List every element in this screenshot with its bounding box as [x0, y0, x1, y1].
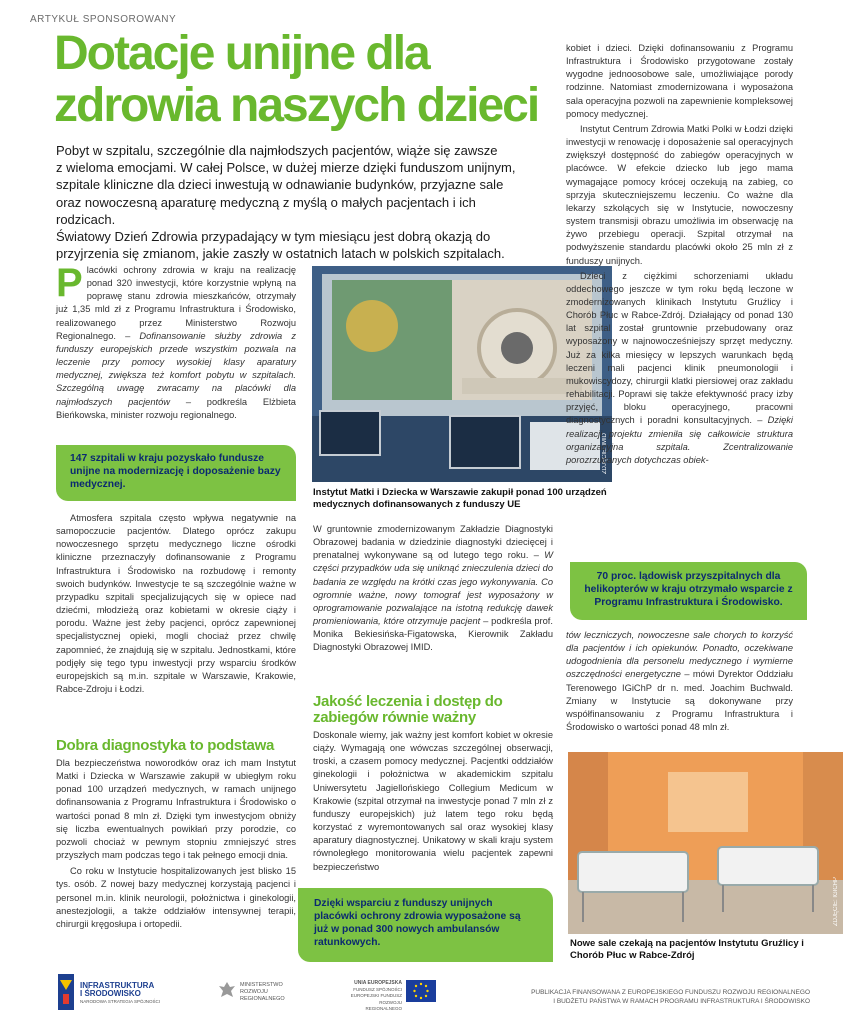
- column-1b: [56, 512, 296, 704]
- photo-credit: ZDJĘCIE: IGICHP: [833, 876, 839, 926]
- column-1: [56, 261, 296, 430]
- body-text: lacówki ochrony zdrowia w kraju na realizację ponad 320 inwestycji, które korzystnie wpłyną na poprawę stanu zdrowia mieszkańców, otrzymały już 1,35 mld zł z Programu Infrastruktura i Środowisko, realizowanego przez Ministerstwo Rozwoju Regionalnego. –: [56, 265, 296, 341]
- highlight-box-147: 147 szpitali w kraju pozyskało fundusze unijne na modernizację i doposażenie bazy medycznej.: [56, 445, 296, 501]
- highlight-box-ladowiska: 70 proc. lądowisk przyszpitalnych dla helikopterów w kraju otrzymało wsparcie z Programu Infrastruktura i Środowisko.: [570, 562, 807, 620]
- column-3: [566, 42, 793, 475]
- funding-note-line: PUBLIKACJA FINANSOWANA Z EUROPEJSKIEGO FUNDUSZU ROZWOJU REGIONALNEGO: [531, 989, 810, 996]
- logo-infrastruktura: [80, 982, 160, 1006]
- body-text: – mówi Dyrektor Oddziału Terenowego IGiChP dr n. med. Joachim Buchwald. Zmiany w Instytucie są dokonywane przy współfinansowaniu z Programu Infrastruktura i Środowisko o wartości ponad 48 mln zł.: [566, 669, 793, 733]
- logo-text: I ŚRODOWISKO: [80, 989, 141, 998]
- eu-flag-icon: [406, 980, 436, 1002]
- body-text: Dla bezpieczeństwa noworodków oraz ich mam Instytut Matki i Dziecka w Warszawie zakupił w ubiegłym roku ponad 100 urządzeń medycznych, w ramach unijnego dofinansowania z Programu Infrastruktura i Środowisko o wartości ponad 8 mln zł. Dzięki tym inwestycjom obniży się liczba ewentualnych powikłań przy porodzie, co pozwoli chociaż w pewnym stopniu zmniejszyć stres przyszłych mam podczas tego i tak pełnego emocji dnia.: [56, 758, 296, 861]
- kicker: ARTYKUŁ SPONSOROWANY: [30, 14, 177, 25]
- lead-line: Światowy Dzień Zdrowia przypadający w tym miesiącu jest dobrą okazją do: [56, 229, 491, 245]
- logo-ue-text: [342, 980, 402, 1013]
- quote-text: W części przypadków uda się uniknąć znieczulenia dzieci do badania ze względu na krótki czas jego wykonywania. Co ogromnie ważne, nowy tomograf jest wyposażony w oprogramowanie pozwalające na istotną redukcję dawek promieniowania, które otrzymuje pacjent: [313, 550, 553, 627]
- column-3b: [566, 629, 793, 742]
- title-line-1: Dotacje unijne dla: [54, 27, 429, 80]
- funding-note-line: I BUDŻETU PAŃSTWA W RAMACH PROGRAMU INFRASTRUKTURA I ŚRODOWISKO: [553, 998, 810, 1005]
- logo-ministerstwo: [240, 982, 285, 1003]
- article-title: [54, 28, 564, 132]
- logo-text: NARODOWA STRATEGIA SPÓJNOŚCI: [80, 999, 161, 1004]
- body-text: Atmosfera szpitala często wpływa negatywnie na samopoczucie pacjentów. Dlatego oprócz zakupu nowoczesnego sprzętu medycznego liczne ośrodki kliniczne przeznaczyły dofinansowanie z Programu Infrastruktura i Środowisko na rozbudowę i remonty swoich budynków. Inwestycje te są szczególnie ważne w przypadku szpitali specjalizujących się w opiece nad dziećmi, młodzieżą oraz kobietami w okresie ciąży i porodu. Ważne jest żeby pacjenci, oprócz zapewnionej specjalistycznej opieki, mogli chociaż przez chwilę zapomnieć, że znajdują się w szpitalu. Jednostkami, które podjęły się tego typu inwestycji przy wsparciu środków europejskich są m.in. szpitale w Warszawie, Krakowie, Rabce-Zdroju i Łodzi.: [56, 513, 296, 695]
- body-text: kobiet i dzieci. Dzięki dofinansowaniu z Programu Infrastruktura i Środowisko przygotowane zostały wygodne jednoosobowe sale, umożliwiające porody rodzinne. Natomiast zmodernizowana i wyposażona sala operacyjna pozwoli na zapewnienie kompleksowej pomocy medycznej.: [566, 43, 793, 119]
- highlight-box-ambulanse: Dzięki wsparciu z funduszy unijnych placówki ochrony zdrowia wyposażone są już w ponad 300 nowych ambulansów ratunkowych.: [298, 888, 553, 962]
- hospital-room-illustration: [568, 752, 843, 934]
- lead-line: Pobyt w szpitalu, szczególnie dla najmłodszych pacjentów, wiąże się zawsze: [56, 143, 498, 158]
- logo-text: ROZWOJU: [240, 989, 268, 995]
- body-text: Instytut Centrum Zdrowia Matki Polki w Łodzi dzięki inwestycji w renowację i doposażenie sal operacyjnych zwiększył dostępność do zabiegów operacyjnych w placówce. W efekcie dziecko lub jego mama wymagające pomocy krócej oczekują na zabieg, co sprzyja skuteczniejszemu leczeniu. Co ważne dla lekarzy szkolących się w Instytucie, nowoczesny system transmisji obrazu umożliwia im obserwację na żywo przebiegu operacji. Szpital otrzymał na podwyższenie standardu placówki około 25 mln zł z funduszy unijnych.: [566, 123, 793, 266]
- column-2b: [313, 729, 553, 882]
- body-text: – podkreśla Elżbieta Bieńkowska, minister rozwoju regionalnego.: [56, 396, 296, 420]
- logo-text: MINISTERSTWO: [240, 982, 283, 988]
- logo-text: FUNDUSZ SPÓJNOŚCI: [353, 986, 402, 992]
- column-2: [313, 523, 553, 663]
- logo-text: INFRASTRUKTURA: [80, 981, 155, 990]
- photo-credit: ZDJĘCIE: IMID: [602, 432, 608, 474]
- body-text: Co roku w Instytucie hospitalizowanych jest blisko 15 tys. osób. Z nowej bazy medycznej korzystają pacjenci i personel m.in. klinik neurologii, położnictwa i ginekologii, anestezjologii, a także oddziałów intensywnej terapii, chirurgii kręgosłupa i ortopedii.: [56, 866, 296, 929]
- section-heading-diagnostyka: Dobra diagnostyka to podstawa: [56, 737, 274, 754]
- photo-caption-2: Nowe sale czekają na pacjentów Instytutu Gruźlicy i Chorób Płuc w Rabce-Zdrój: [570, 938, 804, 961]
- funding-note: [480, 988, 810, 1006]
- column-1c: [56, 757, 296, 939]
- infrastruktura-logo-icon: [58, 974, 74, 1010]
- section-heading-jakosc: Jakość leczenia i dostęp do zabiegów równie ważny: [313, 693, 503, 726]
- photo-caption-1: Instytut Matki i Dziecka w Warszawie zakupił ponad 100 urządzeń medycznych dofinansowanych z funduszy UE: [313, 487, 607, 510]
- quote-text: Dofinansowanie służby zdrowia z funduszy europejskich przede wszystkim pozwala na leczenie przy pomocy wysokiej klasy aparatury medycznej, zwiększa też komfort pobytu w szpitalach. Szczególną uwagę zwracamy na placówki dla najmłodszych pacjentów: [56, 330, 296, 407]
- lead-line: przyjrzenia się zmianom, jakie zaszły w ostatnich latach w polskich szpitalach.: [56, 246, 505, 262]
- photo-hospital-room: [568, 752, 843, 934]
- title-line-2: zdrowia naszych dzieci: [54, 79, 539, 132]
- lead-line: szpitale kliniczne dla dzieci inwestują w odnawianie budynków, przyjazne sale: [56, 177, 504, 193]
- eagle-emblem-icon: [217, 980, 237, 1000]
- logo-text: REGIONALNEGO: [240, 996, 285, 1002]
- lead-line: z wieloma emocjami. W całej Polsce, w dużej mierze dzięki funduszom unijnym,: [56, 160, 516, 176]
- logo-text: ROZWOJU REGIONALNEGO: [365, 999, 402, 1011]
- lead-paragraph: [56, 142, 526, 262]
- body-text: W gruntownie zmodernizowanym Zakładzie Diagnostyki Obrazowej badania w dziedzinie diagnostyki dziecięcej i prenatalnej wykonywane są od lutego tego roku. –: [313, 524, 553, 561]
- body-text: – podkreśla prof. Monika Bekiesińska-Figatowska, Kierownik Zakładu Diagnostyki Obrazowej IMID.: [313, 616, 553, 653]
- body-text: Doskonale wiemy, jak ważny jest komfort kobiet w okresie ciąży. Wymagają one wówczas szczególnej obserwacji, troski, a czasem pomocy medycznej. Pacjentki oddziałów ginekologii i położnictwa w akademickim szpitalu Uniwersytetu Jagiellońskiego Collegium Medicum w Krakowie (szpital otrzymał na inwestycje ponad 7 mln zł z funduszy europejskich) już latem tego roku będą korzystać z wyremontowanych sal oraz wysokiej klasy aparatury diagnostycznej. Unikatowy w skali kraju system równoległego monitorowania wielu pacjentek zapewni bezpieczeństwo: [313, 730, 553, 872]
- drop-cap: P: [56, 261, 83, 305]
- body-text: Dzieci z ciężkimi schorzeniami układu oddechowego jeszcze w tym roku będą leczone w zmodernizowanych klinikach Instytutu Gruźlicy i Chorób Płuc w Rabce-Zdrój. Działający od ponad 130 lat szpital został gruntownie przebudowany oraz wyposażony w najnowocześniejszy sprzęt medyczny. Już za kilka miesięcy w lepszych warunkach będą leczeni mali pacjenci klinik pneumonologii i mukowiscydozy, chirurgii klatki piersiowej oraz zakładu rehabilitacji. Poprawi się także efektywność pracy izby przyjęć, bloku operacyjnego, pracowni diagnostycznych i poradni konsultacyjnych. –: [566, 270, 793, 426]
- quote-text: tów leczniczych, nowoczesne sale chorych to korzyść dla pacjentów i ich opiekunów. Ponadto, oczekiwane udogodnienia dla personelu medycznego i wymierne oszczędności energetyczne: [566, 630, 793, 680]
- logo-text: UNIA EUROPEJSKA: [354, 980, 402, 986]
- quote-text: Dzięki realizacji projektu zmieniła się całkowicie struktura organizacyjna szpitala. Zcentralizowanie porozrzucanych dotychczas obiek-: [566, 415, 793, 465]
- lead-line: oraz nowoczesną aparaturę medyczną z myślą o małych pacjentach i ich rodzicach.: [56, 194, 476, 227]
- logo-text: EUROPEJSKI FUNDUSZ: [350, 993, 402, 998]
